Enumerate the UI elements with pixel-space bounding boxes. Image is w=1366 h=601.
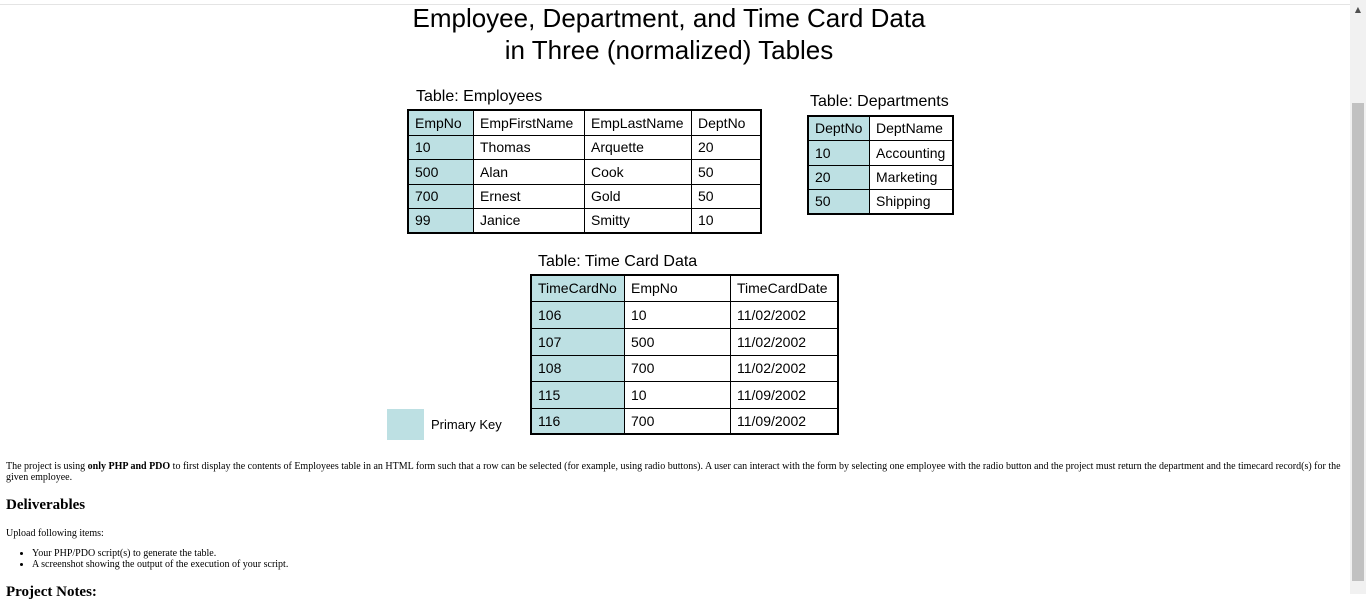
employee-lastname: Arquette (585, 135, 692, 159)
department-deptname: Marketing (870, 165, 954, 189)
timecard-date: 11/09/2002 (731, 408, 839, 434)
primary-key-label: Primary Key (431, 417, 502, 432)
employee-empno: 500 (408, 159, 474, 184)
list-item: • A screenshot showing the output of the execution of your script. (32, 559, 288, 570)
departments-table (807, 115, 954, 215)
timecards-caption: Table: Time Card Data (538, 253, 698, 270)
timecards-header-row (531, 275, 838, 301)
employees-header-empno: EmpNo (408, 110, 474, 135)
employee-empno: 10 (408, 135, 474, 159)
timecard-empno: 10 (625, 301, 731, 328)
employee-deptno: 20 (692, 135, 762, 159)
scroll-up-arrow-icon[interactable]: ▲ (1354, 5, 1362, 14)
employee-firstname: Ernest (474, 184, 585, 208)
employees-header-row (408, 110, 761, 135)
departments-header-deptname: DeptName (870, 116, 954, 140)
table-row (808, 189, 953, 214)
employees-header-firstname: EmpFirstName (474, 110, 585, 135)
employee-firstname: Thomas (474, 135, 585, 159)
timecard-date: 11/09/2002 (731, 381, 839, 408)
table-row (808, 165, 953, 189)
employee-firstname: Alan (474, 159, 585, 184)
employee-deptno: 50 (692, 159, 762, 184)
employee-empno: 700 (408, 184, 474, 208)
table-row (408, 184, 761, 208)
timecard-empno: 700 (625, 408, 731, 434)
description-text-end: to first display the contents of Employees table in an HTML form such that a row can be selected (for example, using radio buttons). A user can interact with the form by selecting one employee with the radio button and the project must return the department and the timecard record(s) for the given employee. (6, 461, 1341, 483)
employee-lastname: Cook (585, 159, 692, 184)
employees-caption: Table: Employees (416, 88, 543, 105)
timecard-date: 11/02/2002 (731, 355, 839, 381)
department-deptno: 10 (808, 140, 870, 165)
employee-lastname: Gold (585, 184, 692, 208)
departments-header-row (808, 116, 953, 140)
timecards-header-timecarddate: TimeCardDate (731, 275, 839, 301)
department-deptname: Accounting (870, 140, 954, 165)
primary-key-swatch (387, 409, 424, 440)
table-row (531, 381, 838, 408)
timecard-no: 106 (531, 301, 625, 328)
timecard-no: 116 (531, 408, 625, 434)
upload-intro: Upload following items: (6, 528, 104, 539)
timecard-empno: 700 (625, 355, 731, 381)
table-row (531, 408, 838, 434)
description-text-start: The project is using (6, 461, 88, 472)
table-row (531, 301, 838, 328)
project-description (6, 461, 1341, 483)
employees-table (407, 109, 762, 234)
employee-empno: 99 (408, 208, 474, 233)
table-row (531, 328, 838, 355)
department-deptno: 50 (808, 189, 870, 214)
department-deptno: 20 (808, 165, 870, 189)
timecard-no: 107 (531, 328, 625, 355)
employee-deptno: 50 (692, 184, 762, 208)
table-row (808, 140, 953, 165)
deliverables-heading: Deliverables (6, 497, 86, 513)
department-deptname: Shipping (870, 189, 954, 214)
timecard-date: 11/02/2002 (731, 301, 839, 328)
description-emphasis: only PHP and PDO (87, 461, 171, 472)
timecards-table (530, 274, 839, 435)
table-row (408, 159, 761, 184)
timecards-header-empno: EmpNo (625, 275, 731, 301)
project-notes-heading: Project Notes: (6, 584, 97, 600)
scrollbar-thumb[interactable] (1352, 103, 1364, 581)
timecard-no: 115 (531, 381, 625, 408)
page-title-line-1: Employee, Department, and Time Card Data (412, 3, 926, 33)
list-item: • Your PHP/PDO script(s) to generate the table. (32, 548, 288, 559)
deliverables-list (0, 548, 288, 570)
departments-header-deptno: DeptNo (808, 116, 870, 140)
timecard-no: 108 (531, 355, 625, 381)
table-row (531, 355, 838, 381)
timecard-empno: 500 (625, 328, 731, 355)
employee-firstname: Janice (474, 208, 585, 233)
timecard-empno: 10 (625, 381, 731, 408)
employee-deptno: 10 (692, 208, 762, 233)
page-title (369, 2, 969, 66)
timecard-date: 11/02/2002 (731, 328, 839, 355)
table-row (408, 208, 761, 233)
page-title-line-2: in Three (normalized) Tables (504, 35, 834, 65)
table-row (408, 135, 761, 159)
employee-lastname: Smitty (585, 208, 692, 233)
departments-caption: Table: Departments (810, 93, 949, 110)
timecards-header-timecardno: TimeCardNo (531, 275, 625, 301)
employees-header-lastname: EmpLastName (585, 110, 692, 135)
employees-header-deptno: DeptNo (692, 110, 762, 135)
